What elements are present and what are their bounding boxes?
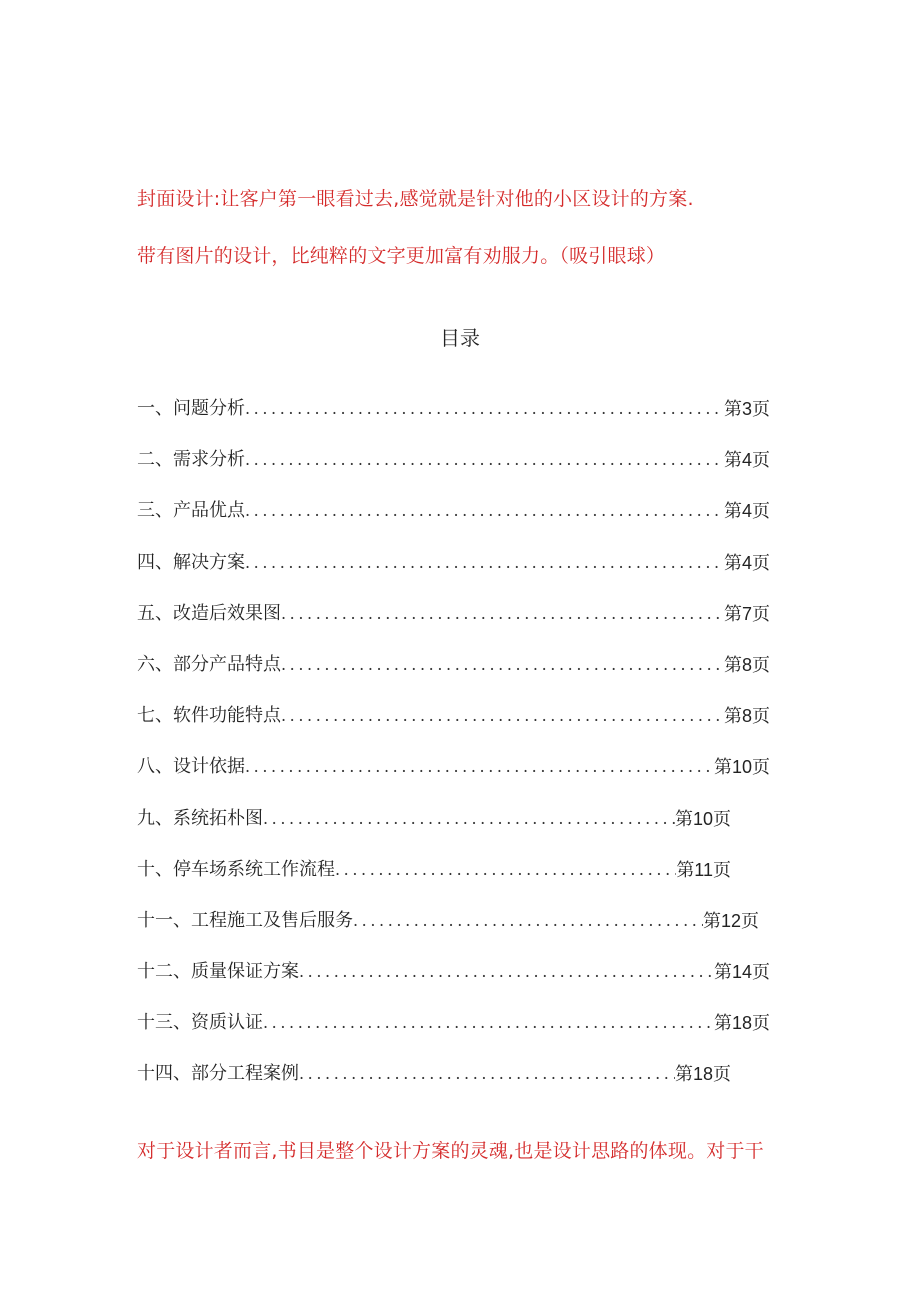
toc-item-13 — [137, 1008, 770, 1059]
toc-leader-dots — [353, 906, 703, 936]
toc-item-page: 第14页 — [713, 962, 770, 983]
toc-leader-dots — [245, 445, 724, 475]
outline-importance-note: 对于设计者而言,书目是整个设计方案的灵魂,也是设计思路的体现。对于干 — [137, 1140, 764, 1162]
toc-item-12 — [137, 957, 770, 1008]
toc-item-7 — [137, 701, 770, 752]
toc-item-5 — [137, 599, 770, 650]
toc-item-page: 第11页 — [676, 859, 731, 880]
toc-item-page: 第12页 — [702, 910, 759, 931]
cover-design-note: 封面设计:让客户第一眼看过去,感觉就是针对他的小区设计的方案. — [137, 188, 694, 210]
toc-item-page: 第4页 — [723, 450, 770, 471]
toc-item-page: 第4页 — [723, 552, 770, 573]
toc-leader-dots — [281, 599, 724, 629]
toc-item-6 — [137, 650, 770, 701]
toc-item-label: 十二、质量保证方案 — [137, 961, 299, 983]
toc-item-label: 九、系统拓朴图 — [137, 807, 263, 829]
toc-leader-dots — [299, 1059, 675, 1089]
toc-item-label: 四、解决方案 — [137, 551, 245, 573]
toc-item-2 — [137, 445, 770, 496]
toc-leader-dots — [281, 650, 724, 680]
toc-leader-dots — [245, 752, 714, 782]
toc-leader-dots — [245, 496, 724, 526]
toc-item-page: 第8页 — [723, 706, 770, 727]
toc-leader-dots — [263, 804, 675, 834]
toc-item-label: 一、问题分析 — [137, 398, 245, 419]
toc-title: 目录 — [440, 326, 480, 350]
toc-item-9 — [137, 804, 731, 855]
toc-item-label: 五、改造后效果图 — [137, 602, 281, 624]
toc-leader-dots — [245, 548, 724, 578]
toc-leader-dots — [299, 957, 714, 987]
toc-item-label: 六、部分产品特点 — [137, 653, 281, 675]
toc-item-4 — [137, 548, 770, 599]
toc-item-label: 八、设计依据 — [137, 756, 245, 778]
toc-item-page: 第10页 — [713, 757, 770, 778]
toc-item-label: 十三、资质认证 — [137, 1012, 263, 1034]
toc-item-page: 第3页 — [723, 399, 770, 419]
toc-leader-dots — [281, 701, 724, 731]
toc-leader-dots — [245, 394, 724, 424]
toc-leader-dots — [335, 855, 676, 885]
image-design-note: 带有图片的设计，比纯粹的文字更加富有劝服力。（吸引眼球） — [137, 245, 666, 267]
toc-item-1 — [137, 394, 770, 445]
toc-item-label: 二、需求分析 — [137, 449, 245, 471]
toc-item-page: 第8页 — [723, 654, 770, 675]
toc-item-8 — [137, 752, 770, 803]
toc-item-label: 七、软件功能特点 — [137, 705, 281, 727]
toc-item-label: 十四、部分工程案例 — [137, 1063, 299, 1085]
toc-item-page: 第4页 — [723, 501, 770, 522]
toc-leader-dots — [263, 1008, 714, 1038]
table-of-contents — [137, 394, 770, 1111]
toc-item-14 — [137, 1059, 731, 1110]
toc-item-label: 十、停车场系统工作流程 — [137, 858, 335, 880]
toc-item-label: 三、产品优点 — [137, 500, 245, 522]
toc-item-page: 第7页 — [723, 603, 770, 624]
toc-item-10 — [137, 855, 731, 906]
toc-item-label: 十一、工程施工及售后服务 — [137, 909, 353, 931]
toc-item-page: 第10页 — [674, 808, 731, 829]
toc-item-page: 第18页 — [674, 1064, 731, 1085]
toc-item-page: 第18页 — [713, 1013, 770, 1034]
toc-item-3 — [137, 496, 770, 547]
toc-item-11 — [137, 906, 759, 957]
